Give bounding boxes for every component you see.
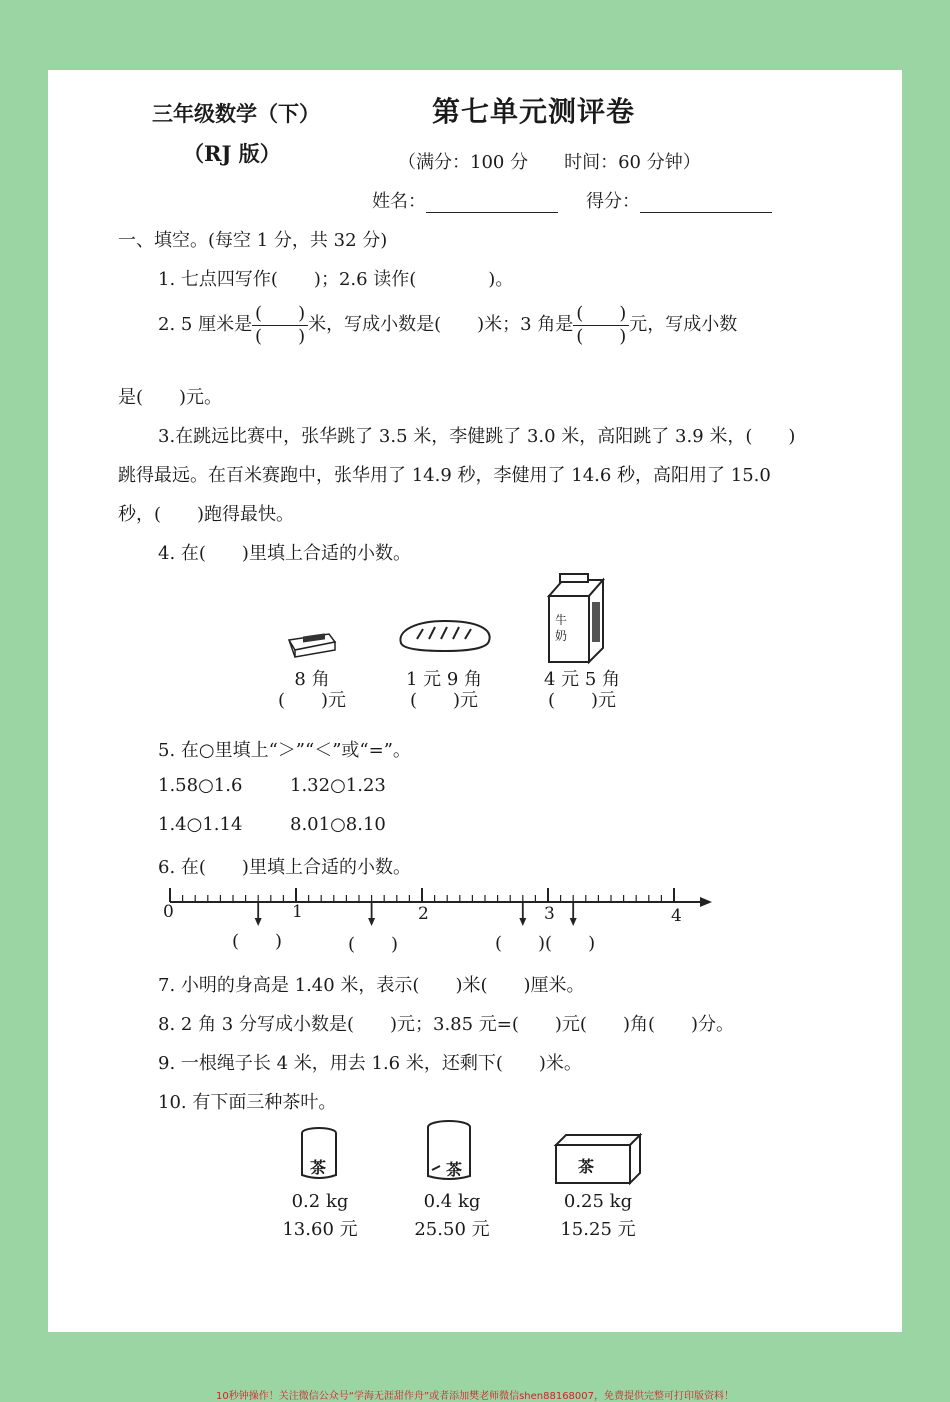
footer-notice: 10秒钟操作！关注微信公众号“学海无涯甜作舟”或者添加樊老师微信shen88168007，免费提供完整可打印版资料！ [215,1391,735,1402]
eraser-price: 8 角 [294,669,330,690]
question-1: 1. 七点四写作( )；2.6 读作( )。 [158,269,514,290]
fraction-denominator: ( ) [255,325,306,347]
question-7: 7. 小明的身高是 1.40 米，表示( )米( )厘米。 [158,975,585,996]
compare-item: 1.4○1.14 [158,814,243,835]
edition: （RJ 版） [183,141,281,166]
question-8: 8. 2 角 3 分写成小数是( )元；3.85 元=( )元( )角( )分。 [158,1014,735,1035]
numline-blank-3: ( )( ) [495,933,596,954]
question-6: 6. 在( )里填上合适的小数。 [158,857,411,878]
score-time-info: （满分：100 分 时间：60 分钟） [398,152,701,173]
section-title: 一、填空。(每空 1 分，共 32 分) [118,230,388,251]
number-line-marker-head [519,918,526,926]
compare-item: 1.32○1.23 [290,775,386,796]
compare-item: 8.01○8.10 [290,814,386,835]
fraction-numerator: ( ) [252,303,308,326]
question-10: 10. 有下面三种茶叶。 [158,1092,337,1113]
q2-part-c: 元，写成小数 [629,314,738,335]
tea-price: 13.60 元 [282,1219,358,1240]
score-label: 得分： [586,191,640,212]
number-line-marker-head [368,918,375,926]
name-label: 姓名： [372,191,426,212]
tea-label: 茶 [310,1158,327,1177]
bread-answer: ( )元 [409,690,479,711]
question-3-line-3: 秒，( )跑得最快。 [118,504,295,525]
grade-subject: 三年级数学（下） [152,101,320,126]
question-3-line-1: 3.在跳远比赛中，张华跳了 3.5 米，李健跳了 3.0 米，高阳跳了 3.9 米，( ) [158,426,796,447]
tea-weight: 0.4 kg [423,1191,481,1212]
question-9: 9. 一根绳子长 4 米，用去 1.6 米，还剩下( )米。 [158,1053,582,1074]
name-blank[interactable] [426,194,558,213]
bread-icon [395,617,495,655]
tick-label-3: 3 [544,904,555,924]
question-2-cont: 是( )元。 [118,387,223,408]
tick-label-0: 0 [163,902,174,922]
tick-label-1: 1 [292,902,303,922]
fraction-1 [252,303,308,348]
q2-part-b: 米，写成小数是( )米；3 角是 [308,314,574,335]
numline-blank-1: ( ) [232,931,283,952]
tea-label: 茶 [578,1157,595,1176]
numline-blank-2: ( ) [348,934,399,955]
tea-label: 茶 [446,1160,463,1179]
bread-price: 1 元 9 角 [405,669,483,690]
tick-label-4: 4 [671,906,682,926]
number-line [160,880,710,930]
number-line-marker-head [570,918,577,926]
fraction-numerator: ( ) [573,303,629,326]
tea-price: 25.50 元 [414,1219,490,1240]
question-2 [158,300,737,350]
tea-weight: 0.25 kg [563,1191,633,1212]
score-field [586,187,772,213]
score-blank[interactable] [640,194,772,213]
question-4: 4. 在( )里填上合适的小数。 [158,543,411,564]
question-5: 5. 在○里填上“＞”“＜”或“=”。 [158,740,411,761]
tick-label-2: 2 [418,904,429,924]
eraser-icon [285,630,337,658]
tea-price: 15.25 元 [560,1219,636,1240]
name-field [372,187,558,213]
milk-answer: ( )元 [547,690,617,711]
fraction-2 [573,303,629,348]
compare-item: 1.58○1.6 [158,775,243,796]
eraser-answer: ( )元 [277,690,347,711]
milk-label: 牛奶 [555,613,568,643]
tea-box-icon [554,1133,644,1185]
q2-part-a: 2. 5 厘米是 [158,314,253,335]
milk-price: 4 元 5 角 [543,669,621,690]
question-3-line-2: 跳得最远。在百米赛跑中，张华用了 14.9 秒，李健用了 14.6 秒，高阳用了 15.0 [118,465,771,486]
fraction-denominator: ( ) [576,325,627,347]
page-title: 第七单元测评卷 [432,95,636,128]
tea-weight: 0.2 kg [291,1191,349,1212]
number-line-marker-head [255,918,262,926]
